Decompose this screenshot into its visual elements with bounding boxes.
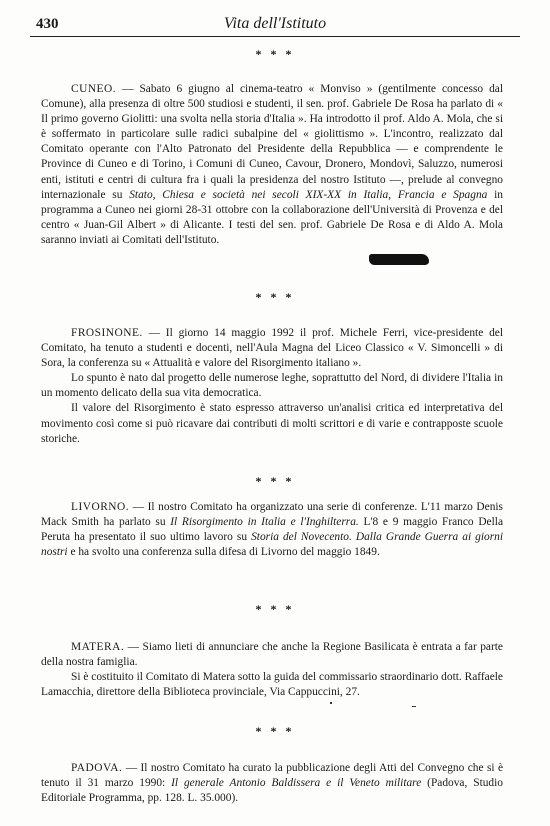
paragraph: [41, 761, 503, 806]
text-run: — Siamo lieti di annunciare che anche la Regione Basilicata è entrata a far parte della nostra famiglia.: [41, 641, 503, 669]
text-run: Lo spunto è nato dal progetto delle numerose leghe, soprattutto del Nord, di dividere l'Italia in un momento delicato della sua vita democratica.: [41, 372, 503, 400]
section-padova: [41, 761, 503, 806]
text-run: L'8 e 9 maggio Franco Della Peruta ha presentato il suo ultimo lavoro su: [41, 516, 503, 544]
print-speck: [330, 702, 332, 704]
text-run: — Il nostro Comitato ha curato la pubblicazione degli Atti del Convegno che si è tenuto il 31 marzo 1990:: [41, 762, 503, 790]
italic-title: Il Risorgimento in Italia e l'Inghilterra.: [170, 516, 359, 529]
page-number: 430: [36, 16, 59, 32]
location-heading: LIVORNO.: [71, 501, 130, 513]
italic-title: Stato, Chiesa e società nei secoli XIX-XX in Italia, Francia e Spagna: [129, 188, 488, 201]
print-speck: [412, 706, 416, 707]
text-run: in programma a Cuneo nei giorni 28-31 ottobre con la collaborazione dell'Università di Provenza e del centro « Juan-Gil Albert » di Alicante. I testi del sen. prof. Gabriele De Rosa e di Aldo A. Mola saranno inviati ai Comitati dell'Istituto.: [41, 188, 503, 246]
text-run: Il valore del Risorgimento è stato espresso attraverso un'analisi critica ed interpretativa del movimento così come si può ricavare dai contributi di molti scrittori e di varie e contrapposte scuole storiche.: [41, 402, 503, 445]
section-separator: * * *: [255, 47, 295, 61]
section-cuneo: [41, 82, 503, 248]
section-matera: [41, 640, 503, 700]
text-run: — Il nostro Comitato ha organizzato una serie di conferenze. L'11 marzo Denis Mack Smith ha parlato su: [41, 501, 503, 529]
section-separator: * * *: [255, 290, 295, 304]
section-separator: * * *: [255, 602, 295, 616]
text-run: (Padova, Studio Editoriale Programma, pp. 128. L. 35.000).: [41, 777, 503, 805]
section-separator: * * *: [255, 724, 295, 738]
paragraph: [41, 500, 503, 560]
paragraph: [41, 82, 503, 248]
paragraph: [41, 371, 503, 401]
location-heading: FROSINONE.: [71, 327, 143, 339]
location-heading: CUNEO.: [71, 83, 117, 95]
text-run: — Il giorno 14 maggio 1992 il prof. Michele Ferri, vice-presidente del Comitato, ha tenuto a studenti e docenti, nell'Aula Magna del Liceo Classico « V. Simoncelli » di Sora, la conferenza su « Attualità e valore del Risorgimento italiano ».: [41, 327, 503, 370]
running-title: Vita dell'Istituto: [223, 15, 327, 32]
ink-smudge: [369, 254, 429, 265]
section-frosinone: [41, 326, 503, 447]
text-run: — Sabato 6 giugno al cinema-teatro « Monviso » (gentilmente concesso dal Comune), alla presenza di oltre 500 studiosi e studenti, il sen. prof. Gabriele De Rosa ha parlato di « Il primo governo Giolitti: una svolta nella storia d'Italia ». Ha introdotto il prof. Aldo A. Mola, che si è soffermato in particolare sulle radici subalpine del « giolittismo ». L'incontro, realizzato dal Comitato operante con l'Alto Patronato del Presidente della Repubblica — e comprendente le Province di Cuneo e di Torino, i Comuni di Cuneo, Cavour, Dronero, Mondovì, Saluzzo, numerosi enti, istituti e centri di cultura fra i quali la presidenza del nostro Istituto —, prelude al convegno internazionale su: [41, 83, 503, 201]
italic-title: Storia del Novecento. Dalla Grande Guerra ai giorni nostri: [41, 531, 503, 559]
section-livorno: [41, 500, 503, 560]
page-header: [30, 14, 520, 37]
paragraph: [41, 640, 503, 670]
location-heading: PADOVA.: [71, 762, 123, 774]
section-separator: * * *: [255, 474, 295, 488]
paragraph: [41, 401, 503, 446]
italic-title: Il generale Antonio Baldissera e il Veneto militare: [171, 777, 422, 790]
location-heading: MATERA.: [71, 641, 125, 653]
text-run: e ha svolto una conferenza sulla difesa di Livorno del maggio 1849.: [67, 546, 380, 559]
text-run: Si è costituito il Comitato di Matera sotto la guida del commissario straordinario dott. Raffaele Lamacchia, direttore della Biblioteca provinciale, Via Cappuccini, 27.: [41, 671, 503, 699]
paragraph: [41, 670, 503, 700]
paragraph: [41, 326, 503, 371]
